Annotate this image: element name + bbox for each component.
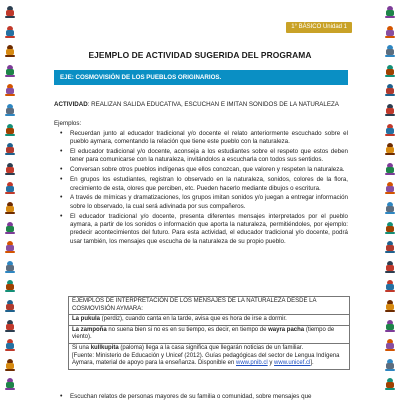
pictogram-icon [384,202,396,214]
right-decorative-border [382,0,398,400]
link-unicef[interactable]: www.unicef.cl [274,360,311,367]
pictogram-icon [4,65,16,77]
pictogram-icon [384,6,396,18]
pictogram-icon [4,104,16,116]
pictogram-icon [4,84,16,96]
row-text: (perdiz), cuando canta en la tarde, avisa que es hora de irse a dormir. [100,316,287,323]
pictogram-icon [384,261,396,273]
pictogram-icon [384,359,396,371]
term-kullkupita: kullkupita [90,344,119,351]
row-text: (tiempo de viento). [72,326,335,341]
pictogram-icon [4,261,16,273]
box-row-pukula [69,315,349,326]
pictogram-icon [4,163,16,175]
interpretation-box [68,296,350,370]
list-item: • En grupos los estudiantes, registran lo observado en la naturaleza, sonidos, colores de la flora, crecimiento de esta, olores que perciben, etc. Pueden hacerlo mediante dibujos o escritura. [70,176,348,193]
grade-unit-badge: 1° BÁSICO Unidad 1 [286,22,352,33]
list-item: • Recuerdan junto al educador tradicional y/o docente el relato anteriormente escuchado sobre el pueblo aymara, comentando la relación que tiene este pueblo con la naturaleza. [70,130,348,147]
pictogram-icon [4,182,16,194]
pictogram-icon [4,378,16,390]
pictogram-icon [4,280,16,292]
activity-heading [54,101,354,108]
pictogram-icon [384,280,396,292]
left-decorative-border [2,0,18,400]
list-item: • A través de mímicas y dramatizaciones, los grupos imitan sonidos y/o juegan a entregar información sobre lo observado, la cual será adivinada por sus compañeros. [70,194,348,211]
pictogram-icon [384,320,396,332]
source-text: [Fuente: Ministerio de Educación y Unicef (2012). Guías pedagógicas del sector de Lengua Indígena Aymara, material de apoyo para la enseñanza. Disponible en [72,352,340,367]
pictogram-icon [4,300,16,312]
pictogram-icon [4,222,16,234]
pictogram-icon [384,26,396,38]
box-header: EJEMPLOS DE INTERPRETACIÓN DE LOS MENSAJES DE LA NATURALEZA DESDE LA COSMOVISIÓN AYMARA: [69,297,349,315]
examples-list [70,130,348,247]
pictogram-icon [4,339,16,351]
pictogram-icon [384,241,396,253]
pictogram-icon [384,300,396,312]
pictogram-icon [4,320,16,332]
pictogram-icon [4,26,16,38]
box-row-zampona [69,326,349,344]
pictogram-icon [384,339,396,351]
pictogram-icon [384,124,396,136]
term-wayra-pacha: wayra pacha [268,326,305,333]
pictogram-icon [4,359,16,371]
list-item: • El educador tradicional y/o docente, aconseja a los estudiantes sobre el respeto que estos deben tener para comunicarse con la naturaleza, invitándolos a escucharla con todos sus sentidos. [70,148,348,165]
list-item: • Conversan sobre otros pueblos indígenas que ellos conozcan, que valoren y respeten la naturaleza. [70,166,348,174]
pictogram-icon [4,124,16,136]
row-text: y [267,360,275,367]
pictogram-icon [384,143,396,155]
eje-banner: EJE: COSMOVISIÓN DE LOS PUEBLOS ORIGINARIOS. [54,70,348,85]
pictogram-icon [4,241,16,253]
pictogram-icon [384,378,396,390]
pictogram-icon [4,143,16,155]
row-text: no suena bien si no es en su tiempo, es decir, en tiempo de [106,326,269,333]
list-item: • El educador tradicional y/o docente, presenta diferentes mensajes interpretados por el pueblo aymara, a partir de los sonidos o información que aporta la naturaleza, permitiéndoles, por ejemplo: predecir acontecimientos del futuro. Para esta actividad, el educador tradicional y/o docente, podrá usar también, los mensajes que escucha de la naturaleza de su propio pueblo. [70,213,348,246]
pictogram-icon [4,6,16,18]
pictogram-icon [4,202,16,214]
box-row-kullkupita [69,344,349,369]
pictogram-icon [384,104,396,116]
link-pnib[interactable]: www.pnib.cl [236,360,268,367]
row-text: (paloma) llega a la casa significa que llegarán noticias de un familiar. [118,344,304,351]
activity-label: ACTIVIDAD [54,101,88,108]
pictogram-icon [384,163,396,175]
pictogram-icon [384,84,396,96]
term-pukula: La pukula [72,316,101,323]
term-zampona: La zampoña [72,326,107,333]
row-text: ]. [310,360,314,367]
pictogram-icon [384,182,396,194]
row-text: Si una [72,344,91,351]
activity-text: : REALIZAN SALIDA EDUCATIVA, ESCUCHAN E IMITAN SONIDOS DE LA NATURALEZA [87,101,339,108]
examples-label: Ejemplos: [54,120,82,127]
pictogram-icon [384,65,396,77]
pictogram-icon [384,222,396,234]
list-item-continued: • Escuchan relatos de personas mayores de su familia o comunidad, sobre mensajes que [70,393,348,400]
page-title: EJEMPLO DE ACTIVIDAD SUGERIDA DEL PROGRAMA [88,50,312,60]
